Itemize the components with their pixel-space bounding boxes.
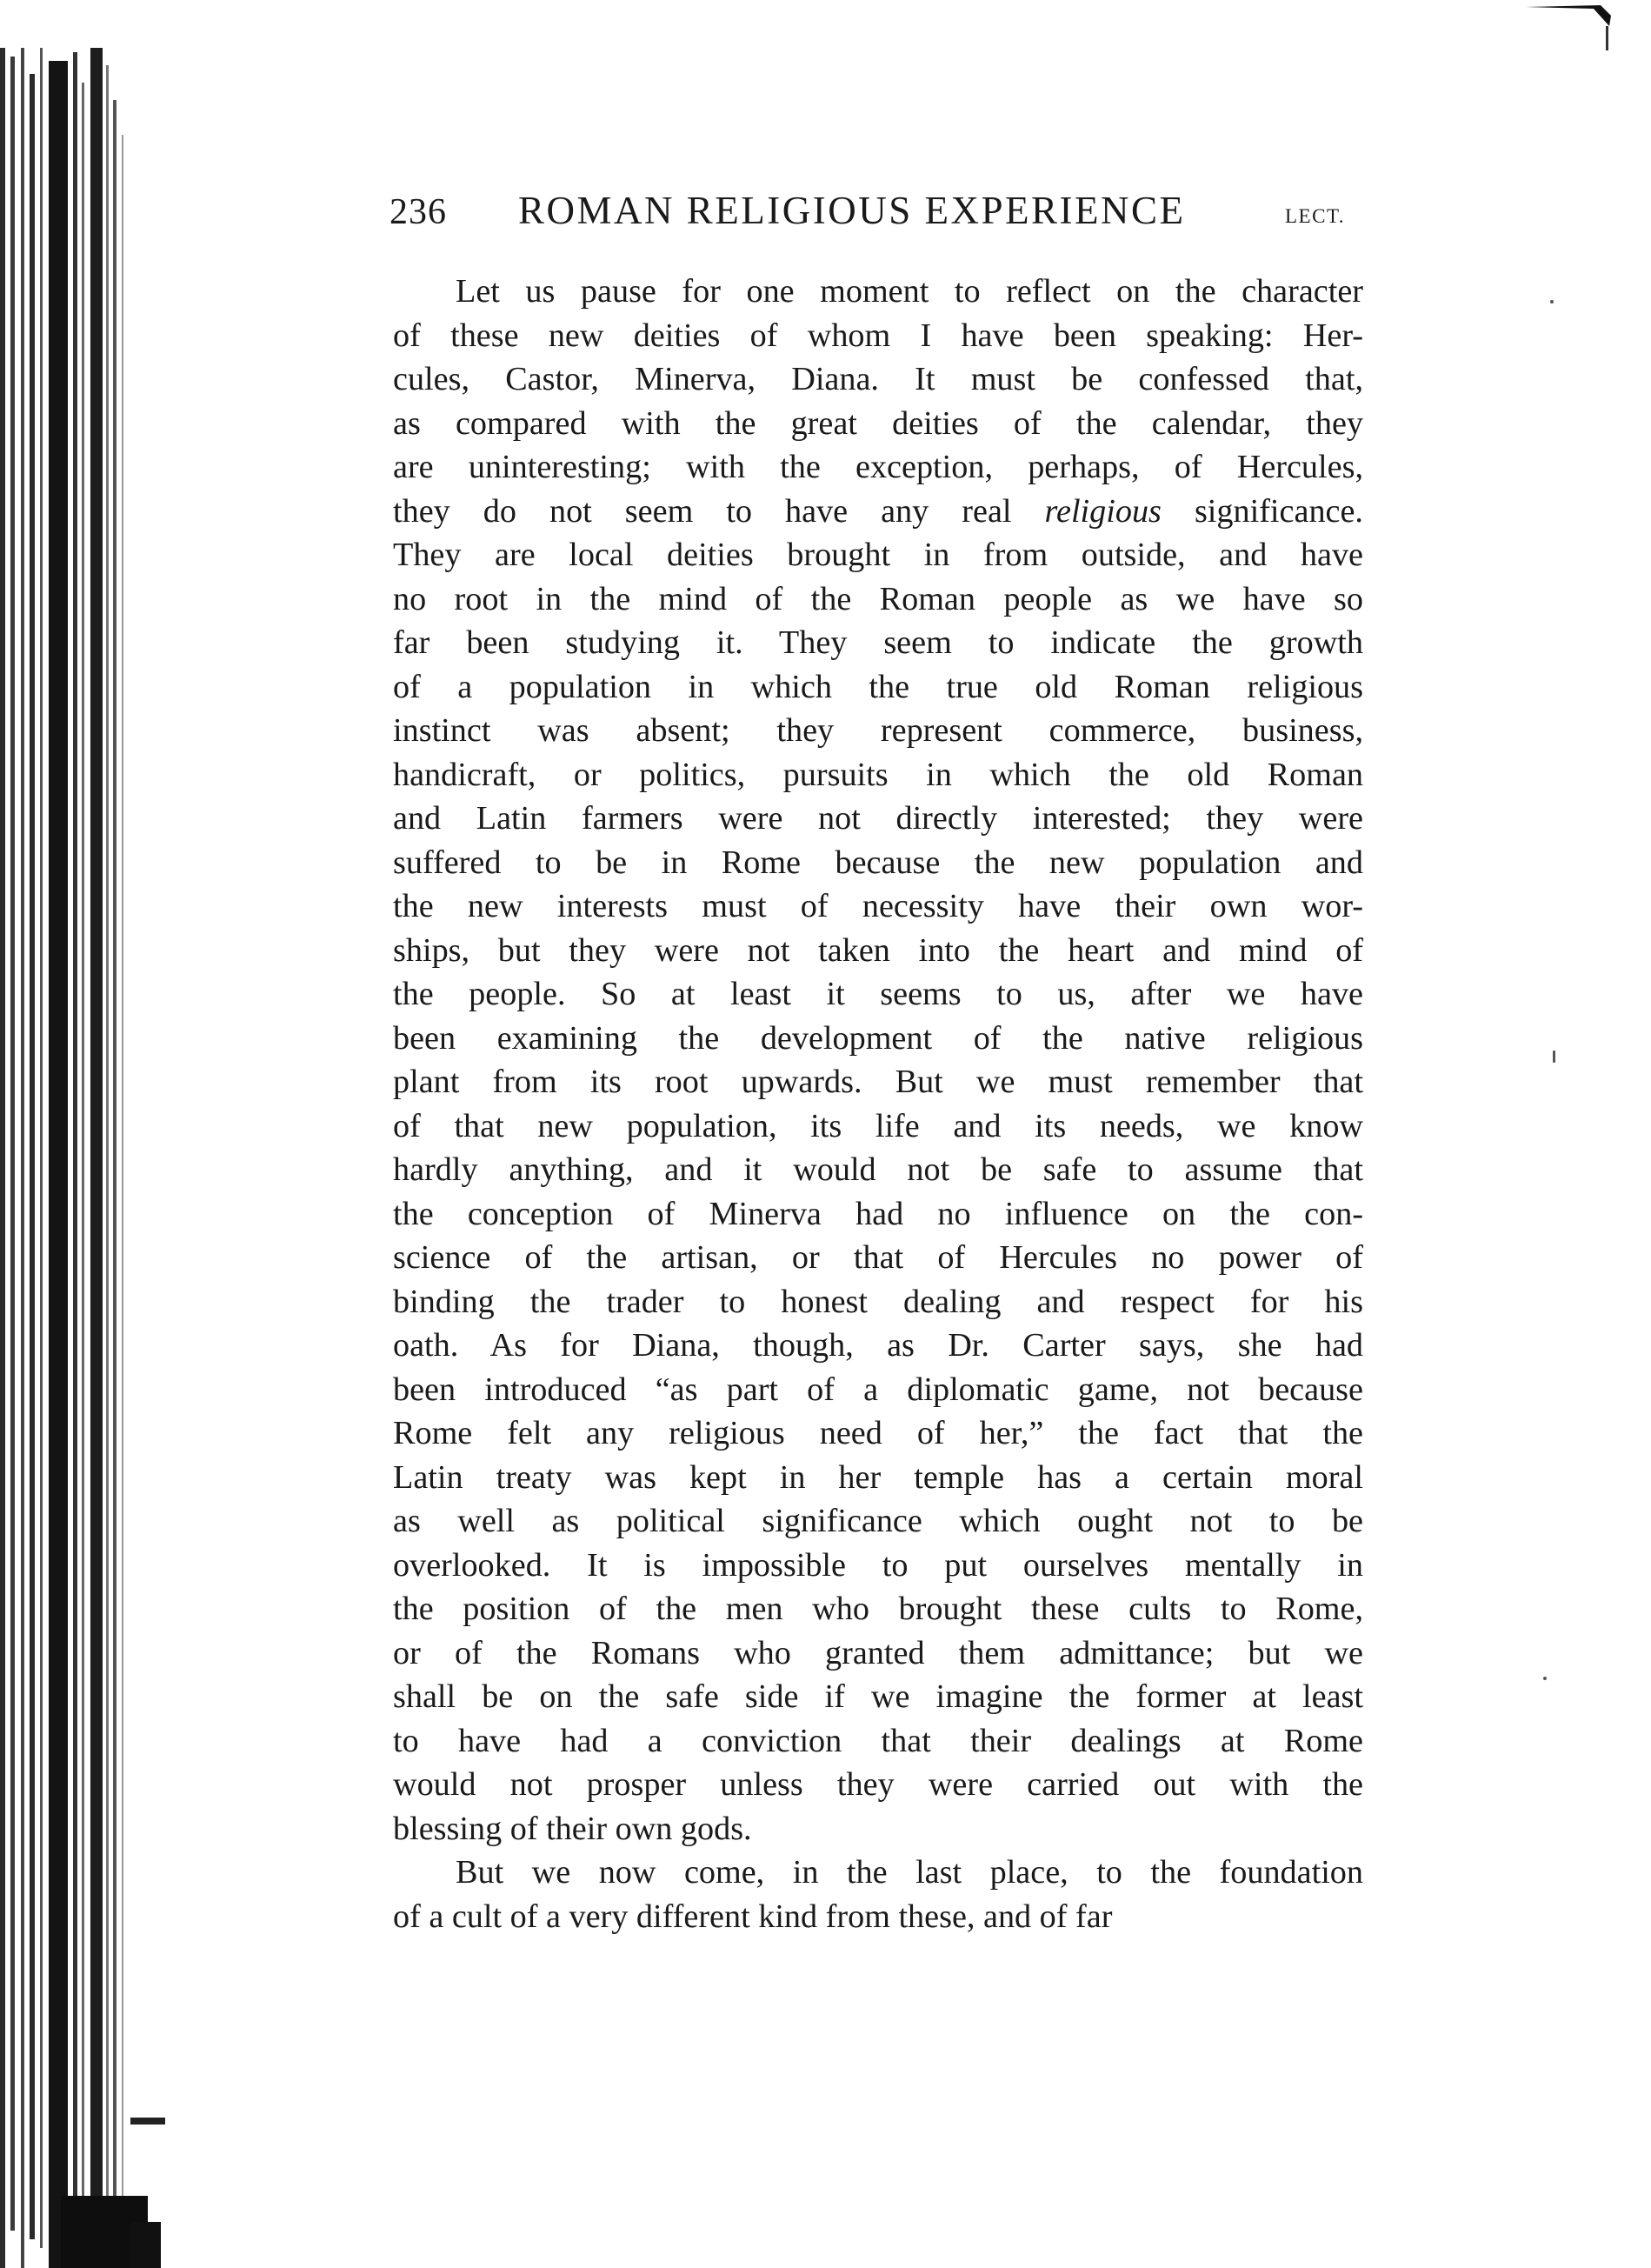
line-segment: as compared with the great deities of the calendar, they (393, 404, 1363, 442)
text-line (393, 1631, 1363, 1676)
text-line (393, 709, 1363, 753)
scan-speck (1553, 1051, 1555, 1063)
line-segment: binding the trader to honest dealing and respect for his (393, 1283, 1363, 1320)
line-segment: of a cult of a very different kind from these, and of far (393, 1898, 1113, 1935)
line-segment: the conception of Minerva had no influence on the con- (393, 1195, 1363, 1232)
line-segment: and Latin farmers were not directly interested; they were (393, 800, 1363, 837)
text-line (393, 797, 1363, 841)
body-text (393, 270, 1363, 1938)
line-segment: of these new deities of whom I have been speaking: Her- (393, 317, 1363, 354)
scan-corner-mark (1526, 0, 1621, 52)
line-segment: overlooked. It is impossible to put ourselves mentally in (393, 1546, 1363, 1584)
line-segment: Latin treaty was kept in her temple has a certain moral (393, 1458, 1363, 1496)
line-segment: instinct was absent; they represent commerce, business, (393, 712, 1363, 749)
line-segment: been introduced “as part of a diplomatic game, not because (393, 1371, 1363, 1408)
text-line (393, 1236, 1363, 1280)
text-line (393, 1017, 1363, 1061)
text-line (393, 1148, 1363, 1192)
text-line (393, 1587, 1363, 1631)
line-segment: to have had a conviction that their dealings at Rome (393, 1722, 1363, 1759)
text-line (393, 1280, 1363, 1324)
text-line (393, 1544, 1363, 1588)
text-line (393, 1456, 1363, 1500)
line-segment: shall be on the safe side if we imagine the former at least (393, 1678, 1363, 1715)
line-segment: plant from its root upwards. But we must remember that (393, 1064, 1363, 1100)
text-line (393, 841, 1363, 885)
line-segment: they do not seem to have any real (393, 492, 1045, 530)
text-line (393, 1763, 1363, 1807)
text-line (393, 1192, 1363, 1237)
line-segment: the position of the men who brought these cults to Rome, (393, 1591, 1363, 1627)
line-segment: cules, Castor, Minerva, Diana. It must be confessed that, (393, 361, 1363, 397)
text-line (393, 357, 1363, 402)
text-line (393, 314, 1363, 358)
text-line (393, 621, 1363, 665)
running-head (389, 184, 1381, 237)
line-segment: been examining the development of the native religious (393, 1019, 1363, 1057)
text-line (393, 1411, 1363, 1456)
line-segment: suffered to be in Rome because the new population and (393, 844, 1363, 881)
text-line (393, 1675, 1363, 1719)
running-head-title: ROMAN RELIGIOUS EXPERIENCE (518, 189, 1186, 232)
line-segment: would not prosper unless they were carried out with the (393, 1766, 1363, 1803)
line-segment: They are local deities brought in from outside, and have (393, 537, 1363, 573)
line-segment: or of the Romans who granted them admittance; but we (393, 1634, 1363, 1671)
line-segment: no root in the mind of the Roman people as we have so (393, 580, 1363, 617)
line-segment: blessing of their own gods. (393, 1810, 752, 1847)
italic-word: religious (1044, 492, 1162, 530)
text-line (393, 490, 1363, 534)
text-line (393, 1807, 1363, 1851)
line-segment: ships, but they were not taken into the heart and mind of (393, 931, 1363, 969)
text-line (393, 1104, 1363, 1149)
line-segment: significance. (1161, 492, 1363, 530)
page-number: 236 (389, 192, 447, 232)
line-segment: hardly anything, and it would not be safe to assume that (393, 1151, 1363, 1188)
running-head-lect: LECT. (1285, 205, 1346, 227)
scan-speck (1550, 300, 1554, 304)
scan-speck (1543, 1677, 1547, 1680)
line-segment: But we now come, in the last place, to the foundation (456, 1854, 1363, 1891)
text-line (393, 665, 1363, 710)
text-line (393, 1719, 1363, 1764)
text-line (393, 1060, 1363, 1104)
text-line (393, 929, 1363, 973)
line-segment: oath. As for Diana, though, as Dr. Carter says, she had (393, 1327, 1363, 1364)
text-line (393, 577, 1363, 622)
text-line (393, 1851, 1363, 1895)
text-line (393, 1895, 1363, 1939)
text-line (393, 884, 1363, 929)
line-segment: the new interests must of necessity have their own wor- (393, 888, 1363, 924)
line-segment: handicraft, or politics, pursuits in which the old Roman (393, 756, 1363, 793)
text-line (393, 402, 1363, 446)
line-segment: Let us pause for one moment to reflect on the character (456, 273, 1363, 310)
line-segment: the people. So at least it seems to us, after we have (393, 976, 1363, 1012)
line-segment: of a population in which the true old Roman religious (393, 668, 1363, 705)
line-segment: are uninteresting; with the exception, perhaps, of Hercules, (393, 449, 1363, 485)
binding-edge-scan (0, 48, 165, 2268)
line-segment: of that new population, its life and its needs, we know (393, 1107, 1363, 1144)
text-line (393, 753, 1363, 797)
text-line (393, 533, 1363, 577)
text-line (393, 972, 1363, 1017)
text-line (393, 1324, 1363, 1368)
text-line (393, 270, 1363, 314)
line-segment: Rome felt any religious need of her,” the fact that the (393, 1415, 1363, 1451)
line-segment: far been studying it. They seem to indicate the growth (393, 624, 1363, 661)
text-line (393, 1368, 1363, 1412)
text-line (393, 1499, 1363, 1544)
text-line (393, 445, 1363, 490)
line-segment: science of the artisan, or that of Hercules no power of (393, 1239, 1363, 1276)
line-segment: as well as political significance which ought not to be (393, 1503, 1363, 1539)
